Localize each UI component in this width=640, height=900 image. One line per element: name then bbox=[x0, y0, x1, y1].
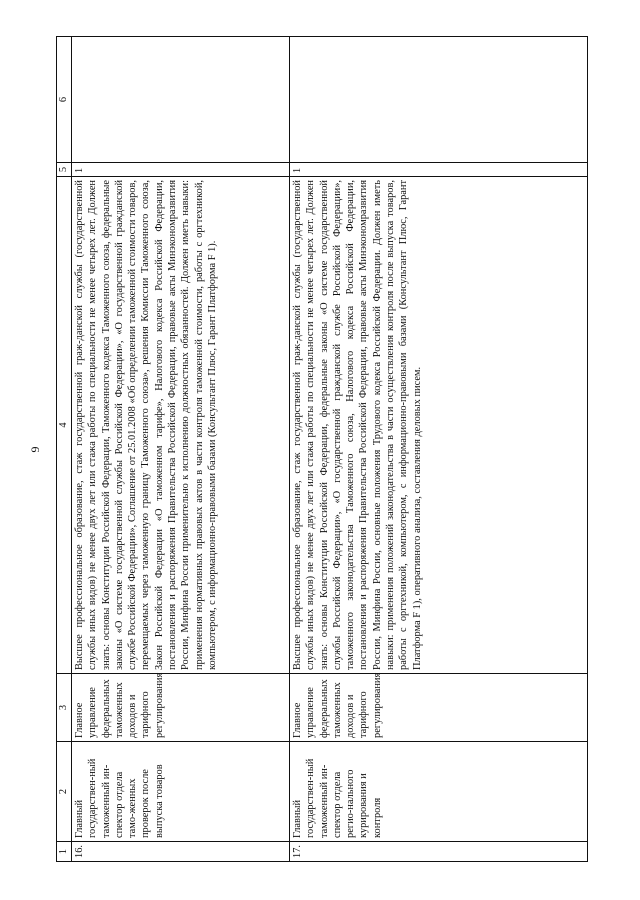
table-row bbox=[290, 37, 588, 862]
page-number: 9 bbox=[28, 446, 42, 453]
notes-cell bbox=[290, 37, 588, 163]
table-row bbox=[72, 37, 290, 862]
position-title: Главный государствен-ный таможенный ин-спектор отдела тамо-женных проверок после выпуска товаров bbox=[72, 742, 290, 842]
header-cell: 6 bbox=[57, 37, 72, 163]
qualification-requirements: Высшее профессиональное образование, стаж государственной граж-данской службы (государственной службы иных видов) не менее двух лет или стажа работы по специальности не менее четырех лет. Должен знать: основы Конституции Российской Федерации, федеральные законы «О системе государственной службы Российской Федерации», «О государственной гражданской службе Российской Федерации», таможенного законодательства Таможенного союза, Налогового кодекса Российской Федерации, постановления и распоряжения Правительства Российской Федерации, правовые акты Минэкономразвития России, Минфина России, основные положения Трудового кодекса Российской Федерации. Должен иметь навыки: применения положений законодательства в части осуществления контроля после выпуска товаров, работы с оргтехникой, компьютером, с информационно-правовыми базами (Консультант Плюс, Гарант Платформа F 1), оперативного анализа, составления деловых писем. bbox=[290, 177, 588, 674]
position-title: Главный государствен-ный таможенный ин-спектор отдела регио-нального курирования и контроля bbox=[290, 742, 588, 842]
row-number: 17. bbox=[290, 842, 588, 862]
qualification-requirements: Высшее профессиональное образование, стаж государственной граж-данской службы (государственной службы иных видов) не менее двух лет или стажа работы по специальности не менее четырех лет. Должен знать: основы Конституции Российской Федерации, Таможенного кодекса Таможенного союза, федеральные законы «О системе государственной службы Российской Федерации», «О государственной гражданской службе Российской Федерации», Соглашение от 25.01.2008 «Об определении таможенной стоимости товаров, перемещаемых через таможенную границу Таможенного союза», решения Комиссии Таможенного союза, Закон Российской Федерации «О таможенном тарифе», Налогового кодекса Российской Федерации, постановления и распоряжения Правительства Российской Федерации, правовые акты Минэкономразвития России, Минфина России применительно к исполнению должностных обязанностей. Должен иметь навыки: применения нормативных правовых актов в части контроля таможенной стоимости, работы с оргтехникой, компьютером, с информационно-правовыми базами (Консультант Плюс, Гарант Платформа F 1). bbox=[72, 177, 290, 674]
header-cell: 2 bbox=[57, 742, 72, 842]
count-cell: 1 bbox=[72, 163, 290, 177]
department-name: Главное управление федеральных таможенных доходов и тарифного регулирования bbox=[72, 674, 290, 742]
header-cell: 4 bbox=[57, 177, 72, 674]
table-header-row bbox=[57, 37, 72, 862]
rotated-content bbox=[22, 37, 592, 862]
header-cell: 5 bbox=[57, 163, 72, 177]
header-cell: 3 bbox=[57, 674, 72, 742]
header-cell: 1 bbox=[57, 842, 72, 862]
department-name: Главное управление федеральных таможенных доходов и тарифного регулирования bbox=[290, 674, 588, 742]
positions-table bbox=[56, 36, 588, 862]
count-cell: 1 bbox=[290, 163, 588, 177]
row-number: 16. bbox=[72, 842, 290, 862]
notes-cell bbox=[72, 37, 290, 163]
